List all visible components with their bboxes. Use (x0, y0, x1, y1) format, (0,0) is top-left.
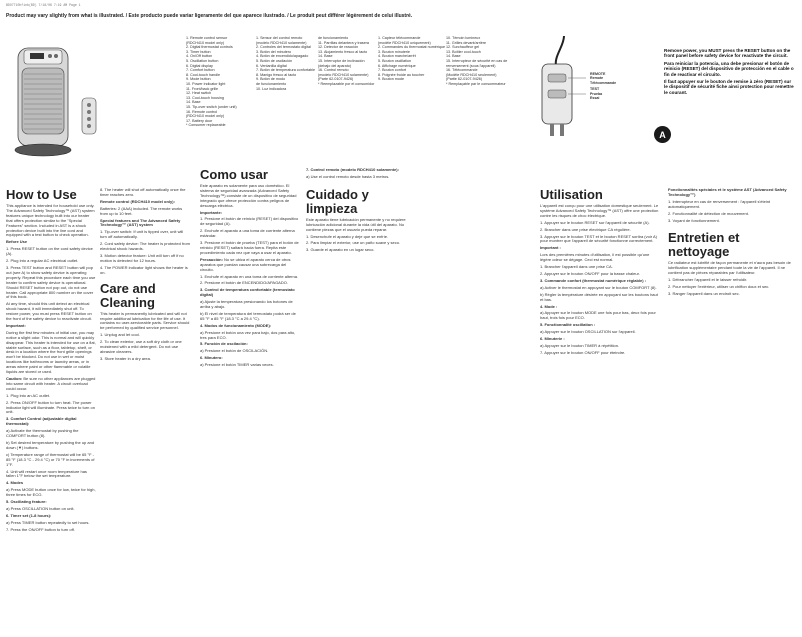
english-use-3c: c) Temperature range of thermostat will be 65 °F - 85 °F (18.3 °C - 29.4 °C) or 70 °F in increments of 1°F. (6, 451, 95, 467)
control-labels (590, 72, 630, 100)
french-ast-2: 2. Fonctionnalité de détection de mouvement. (668, 210, 749, 216)
english-use-3a: a) Activate the thermostat by pushing the COMFORT button (8). (6, 428, 79, 439)
english-cord-safety: 2. Cord safety device: The heater is protected from electrical shock hazards. (100, 241, 190, 252)
parts-list-item: de funcionamiento (256, 81, 287, 86)
parts-list-item: renversement (sous l'appareil) (446, 63, 496, 68)
care-step-1: 1. Unplug and let cool. (100, 332, 140, 338)
english-section (6, 188, 96, 628)
spanish-use-1: 1. Enchufe el aparato en una toma de corriente alterna. (200, 273, 299, 279)
english-use-3: 3. Comfort Control (adjustable digital thermostat): (6, 416, 77, 427)
parts-list-item: 1. Remote control sensor (186, 36, 228, 40)
product-variance-banner: Product may vary slightly from what is illustrated. / Este producto puede variar ligeramente del que aparece ilustrado. / Le produit peut différer légèrement de celui illustré. (6, 13, 413, 19)
parts-list-item: 8. Manigo fresco al tacto (256, 72, 297, 77)
spanish-intro: Este aparato es solamente para uso doméstico. El sistema de seguridad avanzada (Advanced Safety Technology™) consiste de un dispositivo de seguridad integrado que ofrece protección contra peligros de descarga eléctrica. (200, 183, 297, 208)
parts-list-item: 14. Base (318, 54, 333, 59)
care-step-3: 3. Store heater in a dry area. (100, 355, 151, 361)
parts-list-item: 16. Control remoto (318, 68, 349, 73)
parts-list-item: 5. Bouton oscillation (378, 58, 412, 63)
parts-list-item: (modelo RDCH410 solamente) (256, 40, 307, 45)
english-step-1: 1. Press RESET button on the cord safety device (A). (6, 246, 93, 257)
parts-list-item: 7. Bouton confort (378, 68, 407, 73)
control-label-test-fr: Essai (590, 96, 600, 101)
spanish-use-7a: a) Use el control remoto desde hasta 3 metros. (306, 173, 390, 179)
english-modes: 4. Modes (6, 480, 24, 486)
french-section-continued (668, 188, 796, 628)
spanish-use-4: 4. Modos de funcionamiento (MODE): (200, 322, 272, 328)
spanish-step-3: 3. Presione el botón de prueba (TEST) para el botón de reinicio (RESET) saltará hacia fuera. Repita este procedimiento cada vez que vaya a usar el aparato. (200, 240, 299, 255)
parts-list-item: 13. Boîtier cool-touch (446, 49, 481, 54)
control-label-test: TEST (590, 87, 600, 92)
parts-list-item: (debajo del aparato) (318, 63, 352, 68)
parts-list-item: 12. Heat switch (186, 91, 212, 96)
english-special-title: Special features and The Advanced Safety Technology™ (AST) system (100, 217, 181, 228)
care-title: Care and Cleaning (100, 280, 156, 310)
heater-illustration (12, 42, 74, 160)
spanish-care-1: 1. Desenchufe el aparato y deje que se enfríe. (306, 233, 389, 239)
parts-list-item: 15. Tip-over switch (under unit) (186, 104, 237, 109)
parts-list-french-b (446, 36, 516, 156)
parts-list-item: 12. Detector de reacción (318, 45, 359, 50)
french-important-text: Lors des premières minutes d'utilisation, il est possible qu'une légère odeur se dégage. Ceci est normal. (540, 252, 650, 263)
english-shutoff: 7. Press the ON/OFF button to turn off. (6, 526, 75, 532)
english-section-continued (100, 188, 190, 628)
french-use-4: 4. Mode : (540, 303, 558, 309)
parts-list-item: 2. Controles del termostato digital (256, 45, 311, 50)
french-use-1: 1. Brancher l'appareil dans une prise CA. (540, 264, 613, 270)
spanish-use-7: 7. Control remoto (modelo RDCH410 solamente): (306, 168, 399, 172)
french-use-7: 7. Appuyer sur le bouton ON/OFF pour éteindre. (540, 349, 626, 355)
spanish-care-text: Este aparato tiene lubricación permanente y no requiere lubricación adicional durante la vida útil del aparato. No contiene piezas que el usuario pueda reparar. (306, 216, 406, 232)
french-use-5a: a) Appuyer sur le bouton OSCILLATION sur l'appareil. (540, 329, 636, 335)
french-use-3: 3. Commande confort (thermostat numérique réglable) : (540, 277, 647, 283)
parts-list-item: 7. Botón de temperatura confortable (256, 68, 316, 73)
spanish-caution-title: Precaución: (200, 256, 223, 262)
french-ast-3: 3. Voyant de fonctionnement. (668, 217, 720, 223)
english-title: How to Use (6, 188, 77, 202)
spanish-care-3: 3. Guarde el aparato en un lugar seco. (306, 247, 375, 253)
control-label-remote-es: Remote (590, 76, 604, 81)
parts-list-item: 13. Alojamiento fresco al tacto (318, 49, 368, 54)
parts-list-item: 10. Power indicator light (186, 81, 226, 86)
parts-list-english (186, 36, 266, 156)
parts-list-item: 4. Botón de encendido/apagado (256, 54, 309, 59)
parts-list-item: 4. On/Off button (186, 54, 213, 59)
spanish-section-continued (306, 168, 406, 628)
english-modes-a: a) Press MODE button once for low, twice for high, three times for ECO. (6, 487, 96, 498)
parts-list-item: 3. Botón del minutero (256, 49, 292, 54)
parts-list-item: 3. Timer button (186, 49, 211, 54)
parts-list-item: 9. Bouton mode (378, 77, 405, 82)
french-step-1: 1. Appuyer sur le bouton RESET sur l'appareil de sécurité (A). (540, 219, 650, 225)
spanish-step-2: 2. Enchufe el aparato a una toma de corriente alterna estándar. (200, 228, 295, 239)
parts-list-item: 4. Bouton marche/arrêt (378, 54, 416, 59)
parts-list-item: 15. Interruptor de inclinación (318, 58, 365, 63)
english-timer: 6. Timer set (1-8 hours): (6, 512, 52, 518)
spanish-use-3a: a) Ajuste la temperatura presionando los botones de arriba y abajo. (200, 299, 293, 310)
french-care-1: 1. Débrancher l'appareil et le laisser refroidir. (668, 277, 748, 283)
reset-notice-fr: Il faut appuyer sur le bouton de remise à zéro (RESET) sur le dispositif de sécurité fiche ainsi protection pour remettre le courant. (664, 79, 794, 95)
spanish-use-6: 6. Minutero: (200, 355, 223, 361)
english-use-4: 4. Unit will restart once room temperature has fallen 1°F below the set temperature. (6, 468, 87, 479)
parts-list-item: 10. Témoin lumineux (446, 36, 481, 40)
care-text: This heater is permanently lubricated and will not require additional lubrication for the life of use. It contains no user-serviceable parts. Service should be performed by qualified service personnel. (100, 310, 190, 331)
spanish-use-2: 2. Presione el botón de ENCENDIDO/APAGADO. (200, 280, 288, 286)
parts-list-item: 1. Capteur télécommande (378, 36, 421, 40)
spanish-use-5a: a) Presione el botón de OSCILACIÓN. (200, 348, 269, 354)
parts-list-item: (Partie 62-0107-9426) (446, 77, 483, 82)
parts-list-item: 16. Remote control (186, 109, 218, 114)
callout-badge-a: A (654, 126, 671, 143)
parts-list-item: 6. Ventanilla digital (256, 63, 287, 68)
parts-list-item: 3. Bouton minuterie (378, 49, 410, 54)
english-before-use: Before Use (6, 239, 28, 245)
parts-list-item: 2. Digital thermostat controls (186, 45, 233, 50)
english-power-indicator: 4. The POWER indicator light shows the heater is on. (100, 264, 188, 275)
english-step-3: 3. Press TEST button and RESET button will pop out (see A) to show safety device is operating properly. Repeat this procedure each time you use heater to confirm safety device is operational. Should RESET button not pop out, do not use heater. Call appropriate 800 number on the cover of this book. (6, 264, 96, 300)
spanish-important: Importante: (200, 209, 222, 215)
control-label-remote-fr: Télécommande (590, 80, 617, 85)
parts-list-item: 10. Luz indicadora (256, 86, 287, 91)
french-care-3: 3. Ranger l'appareil dans un endroit sec. (668, 290, 740, 296)
spanish-use-3: 3. Control de temperatura confortable (termostato digital) (200, 287, 295, 298)
spanish-step-1: 1. Presione el botón de reinicio (RESET) del dispositivo de seguridad (A). (200, 216, 299, 227)
french-important: Important : (540, 245, 561, 251)
control-label-test-es: Prueba (590, 91, 603, 96)
english-caution-text: Be sure no other appliances are plugged into same circuit with heater. A circuit overload could occur. (6, 376, 96, 391)
parts-list-item: 11. Grilles devant/arrière (446, 40, 487, 45)
parts-list-item: 9. Botón de modo (256, 77, 286, 82)
parts-list-item: 6. Affichage numérique (378, 63, 416, 68)
spanish-use-5: 5. Función de oscilación: (200, 341, 248, 347)
parts-list-item: 5. Oscillation button (186, 58, 219, 63)
parts-list-item: 15. Interrupteur de sécurité en cas de (446, 58, 508, 63)
french-care-text: Ce radiateur est lubrifié de façon permanente et n'aura pas besoin de lubrification supplémentaire pendant toute la vie de l'appareil. Il ne contient pas de pièces réparables par l'utilisateur. (668, 260, 791, 276)
parts-list-item: (RDCH410 model only) (186, 114, 225, 119)
french-intro: L'appareil est conçu pour une utilisation domestique seulement. Le système Advanced Safety Technology™ (AST) offre une protection contre les risques de choc électrique. (540, 203, 659, 218)
parts-list-item: (modelo RDCH410 solamente) (318, 72, 369, 77)
french-step-2: 2. Brancher dans une prise électrique CA régulière. (540, 226, 631, 232)
french-use-6: 6. Minuterie : (540, 336, 565, 342)
english-remote-text: Batteries: 2 (AAA) included. The remote works from up to 10 feet. (100, 205, 183, 216)
english-oscillation-a: a) Press OSCILLATION button on unit. (6, 505, 75, 511)
remote-control-illustration (80, 96, 98, 136)
french-use-4a: a) Appuyer sur le bouton MODE une fois pour bas, deux fois pour haut, trois fois pour ECO. (540, 310, 656, 321)
french-use-5: 5. Fonctionnalité oscillation : (540, 322, 596, 328)
spanish-caution-text: No se ubica el aparato cerca de otros aparatos que puedan causar una sobrecarga del circuito. (200, 256, 291, 272)
care-step-2: 2. To clean exterior, use a soft dry cloth or one moistened with a mild detergent. Do not use abrasive cleaners. (100, 339, 182, 354)
english-important: Important: (6, 322, 26, 328)
parts-list-item: 8. Cool-touch handle (186, 72, 221, 77)
parts-list-item: (Parte 62-0107-9426) (318, 77, 354, 82)
spanish-use-6a: a) Presione el botón TIMER varias veces. (200, 362, 274, 368)
french-step-3: 3. Appuyer sur le bouton TEST et le bouton RESET sortira (voir A) pour montrer que l'appareil de sécurité fonctionne correctement. (540, 233, 657, 244)
english-autoshut: 8. The heater will shut off automatically once the timer reaches zero. (100, 188, 186, 197)
parts-list-item: 8. Poignée froide au toucher (378, 72, 425, 77)
french-title: Utilisation (540, 188, 603, 202)
french-care-title: Entretien et nettoyage (668, 230, 740, 260)
parts-list-item: 16. Télécommande (446, 68, 478, 73)
english-step-2: 2. Plug into a regular AC electrical outlet. (6, 258, 79, 264)
english-important-text: During the first few minutes of initial use, you may notice a slight odor. This is normal and will quickly disappear. This heater is intended for use on a flat, stable surface, such as a floor, tabletop, shelf, or desk in a location where the front grille openings won't be blocked. Do not use in wet or moist locations like bathrooms or laundry areas, or in areas where paint or other flammable or volatile liquids are stored or used. (6, 329, 96, 375)
french-ast-title: Fonctionnalités spéciales et le système AST (Advanced Safety Technology™) (668, 188, 787, 197)
english-timer-a: a) Press TIMER button repeatedly to set hours. (6, 519, 90, 525)
parts-list-item: 11. Parrillas delantera y trasera (318, 40, 369, 45)
english-use-1: 1. Plug into an AC outlet. (6, 392, 51, 398)
french-care-2: 2. Pour nettoyer l'extérieur, utiliser un chiffon doux et sec. (668, 284, 770, 290)
parts-list-item: * Remplaçable par le consommateur (446, 81, 506, 86)
french-use-2: 2. Appuyer sur le bouton ON/OFF pour la basse chaleur. (540, 270, 640, 276)
english-remote-title: Remote control (RDCH410 model only): (100, 198, 175, 204)
english-tip-over: 1. Tip-over switch: If unit is tipped over, unit will turn off automatically. (100, 229, 184, 240)
parts-list-item: 5. Botón de oscilación (256, 58, 293, 63)
english-oscillation: 5. Oscillating feature: (6, 499, 47, 505)
parts-list-item: 14. Base (186, 100, 201, 105)
english-shock-note: At any time, should this unit detect an electrical shock hazard, it will immediately shut off. To restore power, you must press RESET button on the front of the safety device to reactivate circuit. (6, 301, 92, 322)
french-section (540, 188, 660, 628)
parts-list-item: 6. Digital display (186, 63, 213, 68)
parts-list-item: 13. Cool-touch housing (186, 95, 224, 100)
french-use-3a: a) Activer le thermostat en appuyant sur le bouton COMFORT (8). (540, 284, 657, 290)
spanish-section (200, 168, 300, 628)
parts-list-item: * Reemplazable por el consumidor (318, 81, 375, 86)
reset-notice-en: Remove power, you MUST press the RESET button on the front panel before safety device for reactivate the circuit. (664, 48, 791, 59)
english-motion: 3. Motion detector feature: Unit will turn off if no motion is detected for 12 hours. (100, 252, 184, 263)
parts-list-item: 9. Mode button (186, 77, 211, 82)
parts-list-item: 7. Comfort button (186, 68, 215, 73)
english-intro: This appliance is intended for household use only. The Advanced Safety Technology™ (AST) system features unique technology built into our heater that offers protection similar to the "Special Features" section. Included in AST is a shock protection device built into the line cord and equipped with a test button to check operation. (6, 203, 95, 238)
spanish-use-4a: a) Presione el botón una vez para bajo, dos para alto, tres para ECO. (200, 329, 296, 340)
spanish-use-3b: b) El nivel de temperatura del termostato podrá ser de 65 °F a 85 °F (18.3 °C a 29.4 °C). (200, 310, 296, 321)
english-caution-title: Caution: (6, 376, 23, 381)
parts-list-item: de funcionamiento (318, 36, 349, 40)
parts-list-item: (modèle RDCH410 uniquement) (378, 40, 431, 45)
french-use-3b: b) Régler la température désirée en appuyant sur les boutons haut et bas. (540, 291, 658, 302)
parts-list-item: 12. Surchauffeur gel (446, 45, 480, 50)
french-use-6a: a) Appuyer sur le bouton TIMER à répétition. (540, 342, 620, 348)
spanish-title: Como usar (200, 168, 268, 182)
parts-list-item: 2. Commandes du thermostat numérique (378, 45, 446, 50)
parts-list-item: 11. Front/back grille (186, 86, 219, 91)
parts-list-item: 17. Battery door (186, 118, 213, 123)
parts-list-item: 1. Sensor del control remoto (256, 36, 303, 40)
reset-notice-es: Para reiniciar la potencia, una debe presionar el botón de reinicio (RESET) del dispositivo de protección en el cable o fin de reactivar el circuito. (664, 60, 794, 77)
document-header-code: BDO7710hfinb(BD) 7/18/06 7:19 AM Page 1 (6, 3, 81, 7)
parts-list-item: (RDCH410 model only) (186, 40, 225, 45)
reset-notice (664, 48, 794, 95)
spanish-care-title: Cuidado y limpieza (306, 186, 369, 216)
english-use-2: 2. Press ON/OFF button to turn heat. The power indicator light will illuminate. Press twice to turn on unit. (6, 399, 95, 415)
parts-list-item: 14. Base (446, 54, 461, 59)
control-label-remote: REMOTE (590, 72, 606, 76)
spanish-care-2: 2. Para limpiar el exterior, use un paño suave y seco. (306, 240, 401, 246)
parts-list-item: (Modèle RDCH410 seulement) (446, 72, 497, 77)
parts-list-item: * Consumer replaceable (186, 123, 226, 128)
french-ast-1: 1. Interrupteur en cas de renversement : l'appareil s'éteint automatiquement. (668, 198, 771, 209)
english-use-3b: b) Set desired temperature by pushing the up and down (▼) buttons. (6, 439, 95, 450)
parts-list-spanish-a (256, 36, 326, 156)
